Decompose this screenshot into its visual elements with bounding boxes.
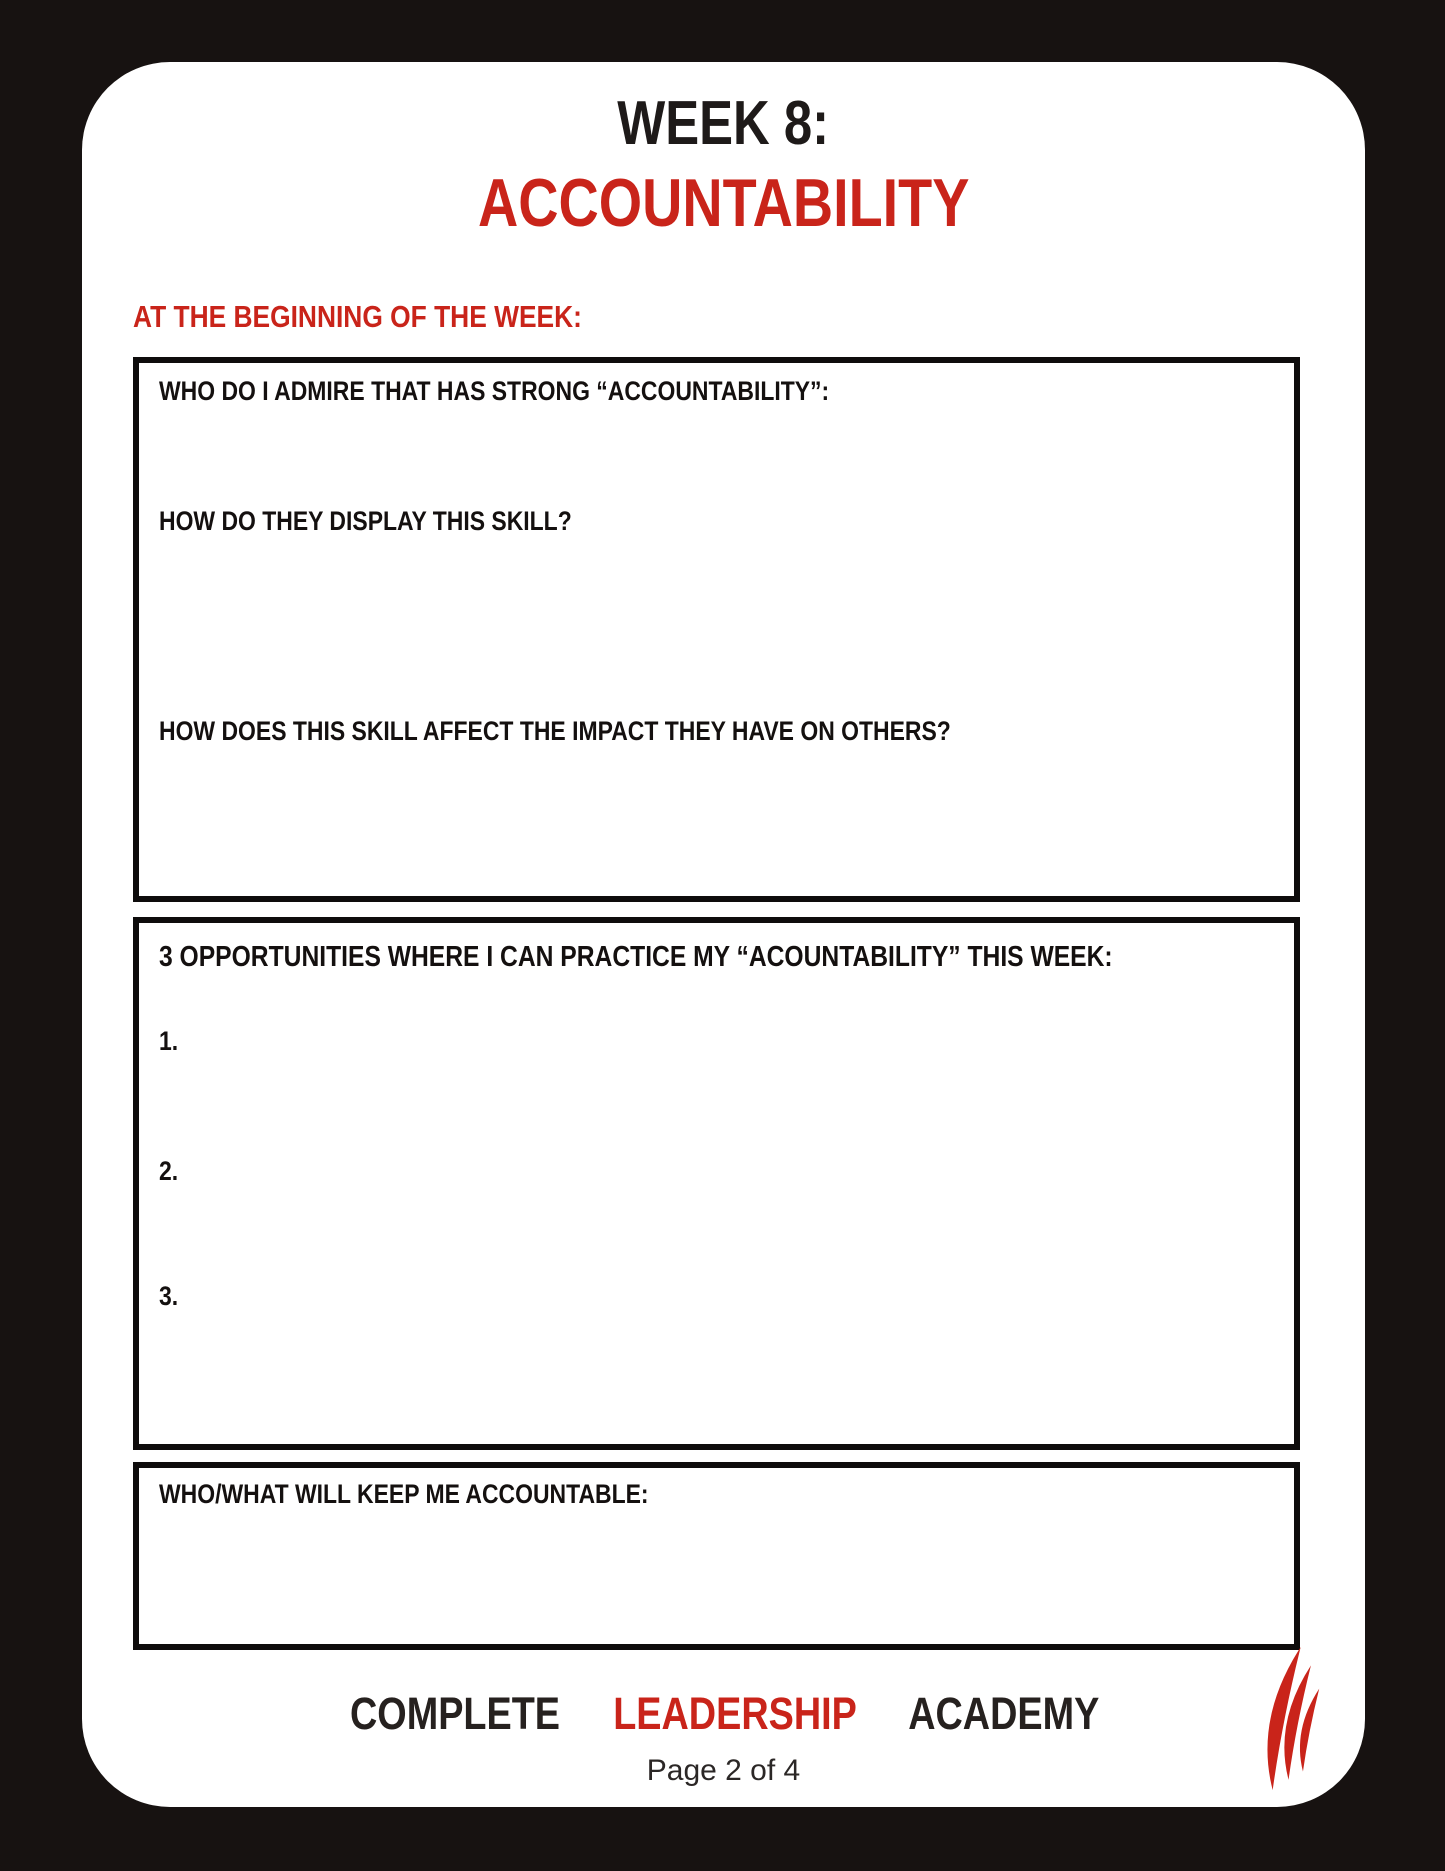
footer-brand-word-academy: ACADEMY <box>907 1688 1100 1739</box>
flame-icon <box>1250 1647 1334 1792</box>
opportunity-item-1: 1. <box>159 1026 179 1056</box>
accountable-box <box>133 1462 1300 1650</box>
page-title-week <box>82 88 1365 159</box>
question-how-display: HOW DO THEY DISPLAY THIS SKILL? <box>159 506 572 536</box>
question-impact-others: HOW DOES THIS SKILL AFFECT THE IMPACT THEY HAVE ON OTHERS? <box>159 716 951 746</box>
page-indicator: Page 2 of 4 <box>646 1754 801 1787</box>
footer-brand-word-leadership: LEADERSHIP <box>612 1688 857 1739</box>
footer-brand-word-complete: COMPLETE <box>349 1688 560 1739</box>
footer-brand <box>82 1687 1365 1741</box>
opportunities-box <box>133 917 1300 1450</box>
section-heading <box>133 298 661 335</box>
page-title-topic <box>82 164 1365 242</box>
page-title-topic-text: ACCOUNTABILITY <box>477 165 970 241</box>
worksheet-card <box>82 62 1365 1807</box>
page-title-week-text: WEEK 8: <box>617 89 830 158</box>
opportunity-item-2: 2. <box>159 1156 179 1186</box>
question-who-admire: WHO DO I ADMIRE THAT HAS STRONG “ACCOUNTABILITY”: <box>159 376 830 406</box>
accountable-heading: WHO/WHAT WILL KEEP ME ACCOUNTABLE: <box>159 1479 649 1509</box>
opportunity-item-3: 3. <box>159 1281 179 1311</box>
opportunities-heading: 3 OPPORTUNITIES WHERE I CAN PRACTICE MY “ACOUNTABILITY” THIS WEEK: <box>159 941 1113 973</box>
admire-box <box>133 357 1300 902</box>
section-heading-text: AT THE BEGINNING OF THE WEEK: <box>133 299 582 334</box>
